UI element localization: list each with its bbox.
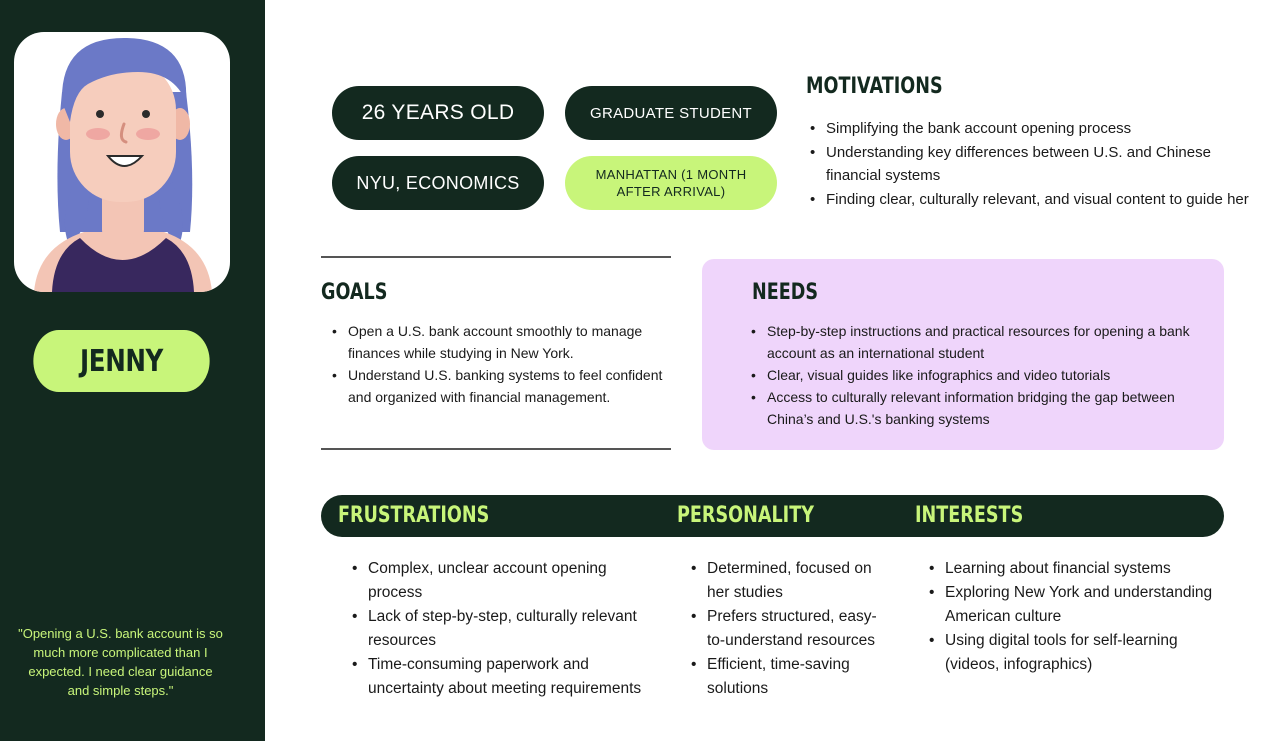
list-item: • Simplifying the bank account opening process <box>806 117 1266 141</box>
interests-list <box>925 557 1225 677</box>
goals-heading: GOALS <box>321 280 388 305</box>
motivations-list <box>806 117 1266 211</box>
list-item: • Understanding key differences between U.S. and Chinese financial systems <box>806 141 1266 188</box>
divider <box>321 256 671 258</box>
list-item: • Open a U.S. bank account smoothly to manage finances while studying in New York. <box>328 320 673 364</box>
list-item: • Step-by-step instructions and practical resources for opening a bank account as an international student <box>747 320 1207 364</box>
frustrations-heading: FRUSTRATIONS <box>338 503 490 528</box>
location-pill: MANHATTAN (1 MONTH AFTER ARRIVAL) <box>565 156 777 210</box>
list-item: • Understand U.S. banking systems to feel confident and organized with financial management. <box>328 364 673 408</box>
frustrations-list <box>348 557 648 701</box>
avatar <box>14 32 230 292</box>
list-item: • Complex, unclear account opening process <box>348 557 648 605</box>
needs-list <box>747 320 1207 430</box>
interests-heading: INTERESTS <box>915 503 1024 528</box>
goals-list <box>328 320 673 408</box>
list-item: • Time-consuming paperwork and uncertainty about meeting requirements <box>348 653 648 701</box>
list-item: • Using digital tools for self-learning (videos, infographics) <box>925 629 1225 677</box>
list-item: • Exploring New York and understanding American culture <box>925 581 1225 629</box>
list-item: • Finding clear, culturally relevant, and visual content to guide her <box>806 188 1266 212</box>
age-pill: 26 YEARS OLD <box>332 86 544 140</box>
list-item: • Clear, visual guides like infographics and video tutorials <box>747 364 1207 386</box>
list-item: • Determined, focused on her studies <box>687 557 892 605</box>
personality-heading: PERSONALITY <box>677 503 814 528</box>
persona-sidebar <box>0 0 265 741</box>
needs-heading: NEEDS <box>752 280 819 305</box>
list-item: • Prefers structured, easy-to-understand resources <box>687 605 892 653</box>
woman-avatar-icon <box>14 32 230 292</box>
list-item: • Learning about financial systems <box>925 557 1225 581</box>
personality-list <box>687 557 892 701</box>
persona-quote: "Opening a U.S. bank account is so much more complicated than I expected. I need clear guidance and simple steps." <box>18 626 223 698</box>
motivations-heading: MOTIVATIONS <box>806 74 943 99</box>
divider <box>321 448 671 450</box>
role-pill: GRADUATE STUDENT <box>565 86 777 140</box>
list-item: • Access to culturally relevant information bridging the gap between China’s and U.S.'s banking systems <box>747 386 1207 430</box>
persona-name: JENNY <box>33 330 209 392</box>
list-item: • Efficient, time-saving solutions <box>687 653 892 701</box>
list-item: • Lack of step-by-step, culturally relevant resources <box>348 605 648 653</box>
school-pill: NYU, ECONOMICS <box>332 156 544 210</box>
